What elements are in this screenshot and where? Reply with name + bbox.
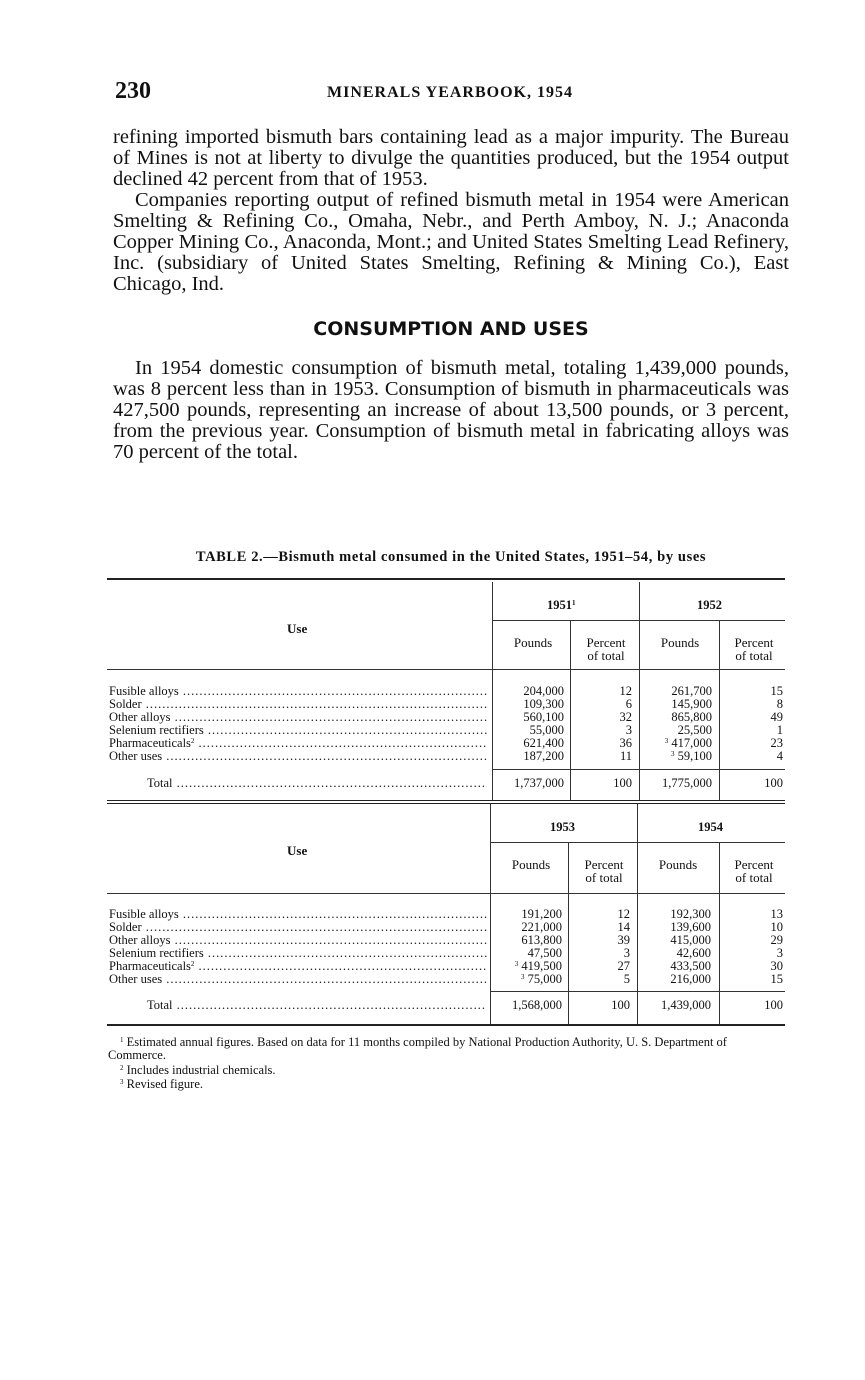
use-label: Other uses ..... (109, 972, 487, 987)
intro-text (113, 127, 789, 295)
use-label: Pharmaceuticals$^2$ ..... (109, 736, 487, 751)
pounds-header: Pounds (660, 635, 700, 650)
percent-cell: 5 (623, 972, 630, 986)
percent-cell: 3 (776, 946, 783, 960)
percent-cell: 23 (770, 736, 783, 750)
pounds-cell: 560,100 (523, 710, 564, 724)
pounds-cell: 621,400 (523, 736, 564, 750)
total-pounds-cell: 1,737,000 (514, 776, 564, 790)
table-title: TABLE 2.—Bismuth metal consumed in the United States, 1951–54, by uses (195, 549, 707, 565)
use-label: Fusible alloys ..... (109, 684, 487, 699)
pounds-cell: 139,600 (670, 920, 711, 934)
percent-cell: 32 (619, 710, 632, 724)
pounds-cell: 221,000 (521, 920, 562, 934)
pounds-cell: $^3$ 417,000 (664, 736, 712, 750)
total-percent-cell: 100 (611, 998, 630, 1012)
pounds-cell: 109,300 (523, 697, 564, 711)
pounds-cell: 204,000 (523, 684, 564, 698)
table-top-rule (107, 578, 785, 580)
table-bottom-rule (107, 1024, 785, 1026)
use-label: Pharmaceuticals$^2$ ..... (109, 959, 487, 974)
header-rule (492, 620, 785, 621)
use-label: Selenium rectifiers ..... (109, 723, 487, 738)
percent-cell: 14 (617, 920, 630, 934)
header-rule (490, 842, 785, 843)
percent-cell: 4 (776, 749, 783, 763)
use-label: Other uses ..... (109, 749, 487, 764)
pounds-cell: 865,800 (671, 710, 712, 724)
year-header-1952: 1952 (697, 598, 722, 612)
running-title: MINERALS YEARBOOK, 1954 (327, 84, 573, 101)
pounds-header: Pounds (513, 635, 553, 650)
use-header: Use (287, 621, 308, 636)
total-label: Total ..... (147, 998, 485, 1013)
use-label: Solder ..... (109, 697, 487, 712)
pounds-cell: 613,800 (521, 933, 562, 947)
percent-cell: 27 (617, 959, 630, 973)
total-pounds-cell: 1,568,000 (512, 998, 562, 1012)
percent-cell: 1 (776, 723, 783, 737)
year-header-1954: 1954 (698, 820, 723, 834)
section-heading: CONSUMPTION AND USES (313, 318, 589, 340)
pounds-cell: $^3$ 419,500 (514, 959, 562, 973)
pounds-cell: 216,000 (670, 972, 711, 986)
footnote: $^1$ Estimated annual figures. Based on data for 11 months compiled by National Production Authority, U. S. Department of Commerce. (108, 1035, 727, 1062)
use-label: Other alloys ..... (109, 710, 487, 725)
percent-cell: 15 (770, 684, 783, 698)
pounds-cell: $^3$ 59,100 (671, 749, 712, 763)
percent-cell: 10 (770, 920, 783, 934)
pounds-cell: 42,600 (676, 946, 711, 960)
page-number: 230 (115, 78, 151, 104)
percent-cell: 39 (617, 933, 630, 947)
header-bottom-rule (107, 669, 785, 670)
use-label: Selenium rectifiers ..... (109, 946, 487, 961)
pounds-cell: 187,200 (523, 749, 564, 763)
percent-cell: 8 (776, 697, 783, 711)
page-header (115, 78, 785, 108)
footnote: $^2$ Includes industrial chemicals. (120, 1062, 276, 1077)
paragraph-production: refining imported bismuth bars containing lead as a major impurity. The Bureau of Mines is not at liberty to divulge the quantities produced, but the 1954 output declined 42 percent from that of 1953. (113, 126, 789, 190)
use-label: Other alloys ..... (109, 933, 487, 948)
total-percent-cell: 100 (764, 776, 783, 790)
percent-cell: 12 (619, 684, 632, 698)
percent-header: Percent of total (586, 635, 626, 663)
total-rule (492, 769, 785, 770)
total-pounds-cell: 1,439,000 (661, 998, 711, 1012)
pounds-cell: 191,200 (521, 907, 562, 921)
percent-cell: 29 (770, 933, 783, 947)
total-rule (490, 991, 785, 992)
pounds-cell: 25,500 (677, 723, 712, 737)
percent-cell: 12 (617, 907, 630, 921)
use-header: Use (287, 843, 308, 858)
percent-cell: 15 (770, 972, 783, 986)
percent-cell: 6 (625, 697, 632, 711)
pounds-cell: 433,500 (670, 959, 711, 973)
year-header-1953: 1953 (550, 820, 575, 834)
percent-cell: 30 (770, 959, 783, 973)
pounds-cell: 415,000 (670, 933, 711, 947)
total-percent-cell: 100 (764, 998, 783, 1012)
footnote: $^3$ Revised figure. (120, 1077, 203, 1092)
pounds-cell: 192,300 (670, 907, 711, 921)
total-percent-cell: 100 (613, 776, 632, 790)
pounds-cell: 47,500 (527, 946, 562, 960)
percent-cell: 49 (770, 710, 783, 724)
pounds-cell: $^3$ 75,000 (521, 972, 562, 986)
total-pounds-cell: 1,775,000 (662, 776, 712, 790)
percent-header: Percent of total (584, 857, 624, 885)
total-label: Total ..... (147, 776, 487, 791)
use-label: Fusible alloys ..... (109, 907, 487, 922)
header-bottom-rule (107, 893, 785, 894)
percent-cell: 36 (619, 736, 632, 750)
pounds-cell: 145,900 (671, 697, 712, 711)
block-separator-rule (107, 803, 785, 804)
percent-cell: 13 (770, 907, 783, 921)
block-separator-rule (107, 800, 785, 801)
paragraph-companies: Companies reporting output of refined bismuth metal in 1954 were American Smelting & Refining Co., Omaha, Nebr., and Perth Amboy, N. J.; Anaconda Copper Mining Co., Anaconda, Mont.; and United States Smelting Lead Refinery, Inc. (subsidiary of United States Smelting, Refining & Mining Co.), East Chicago, Ind. (113, 189, 789, 295)
percent-cell: 3 (625, 723, 632, 737)
paragraph-consumption: In 1954 domestic consumption of bismuth metal, totaling 1,439,000 pounds, was 8 percent less than in 1953. Consumption of bismuth in pharmaceuticals was 427,500 pounds, representing an increase of about 13,500 pounds, or 3 percent, from the previous year. Consumption of bismuth metal in fabricating alloys was 70 percent of the total. (113, 357, 789, 463)
use-label: Solder ..... (109, 920, 487, 935)
pounds-cell: 55,000 (529, 723, 564, 737)
percent-cell: 3 (623, 946, 630, 960)
year-header-1951: 1951$^1$ (547, 598, 576, 612)
consumption-text (113, 358, 789, 463)
percent-header: Percent of total (734, 857, 774, 885)
table-footnotes (108, 1034, 788, 1091)
pounds-header: Pounds (658, 857, 698, 872)
percent-header: Percent of total (734, 635, 774, 663)
pounds-cell: 261,700 (671, 684, 712, 698)
percent-cell: 11 (619, 749, 632, 763)
pounds-header: Pounds (511, 857, 551, 872)
